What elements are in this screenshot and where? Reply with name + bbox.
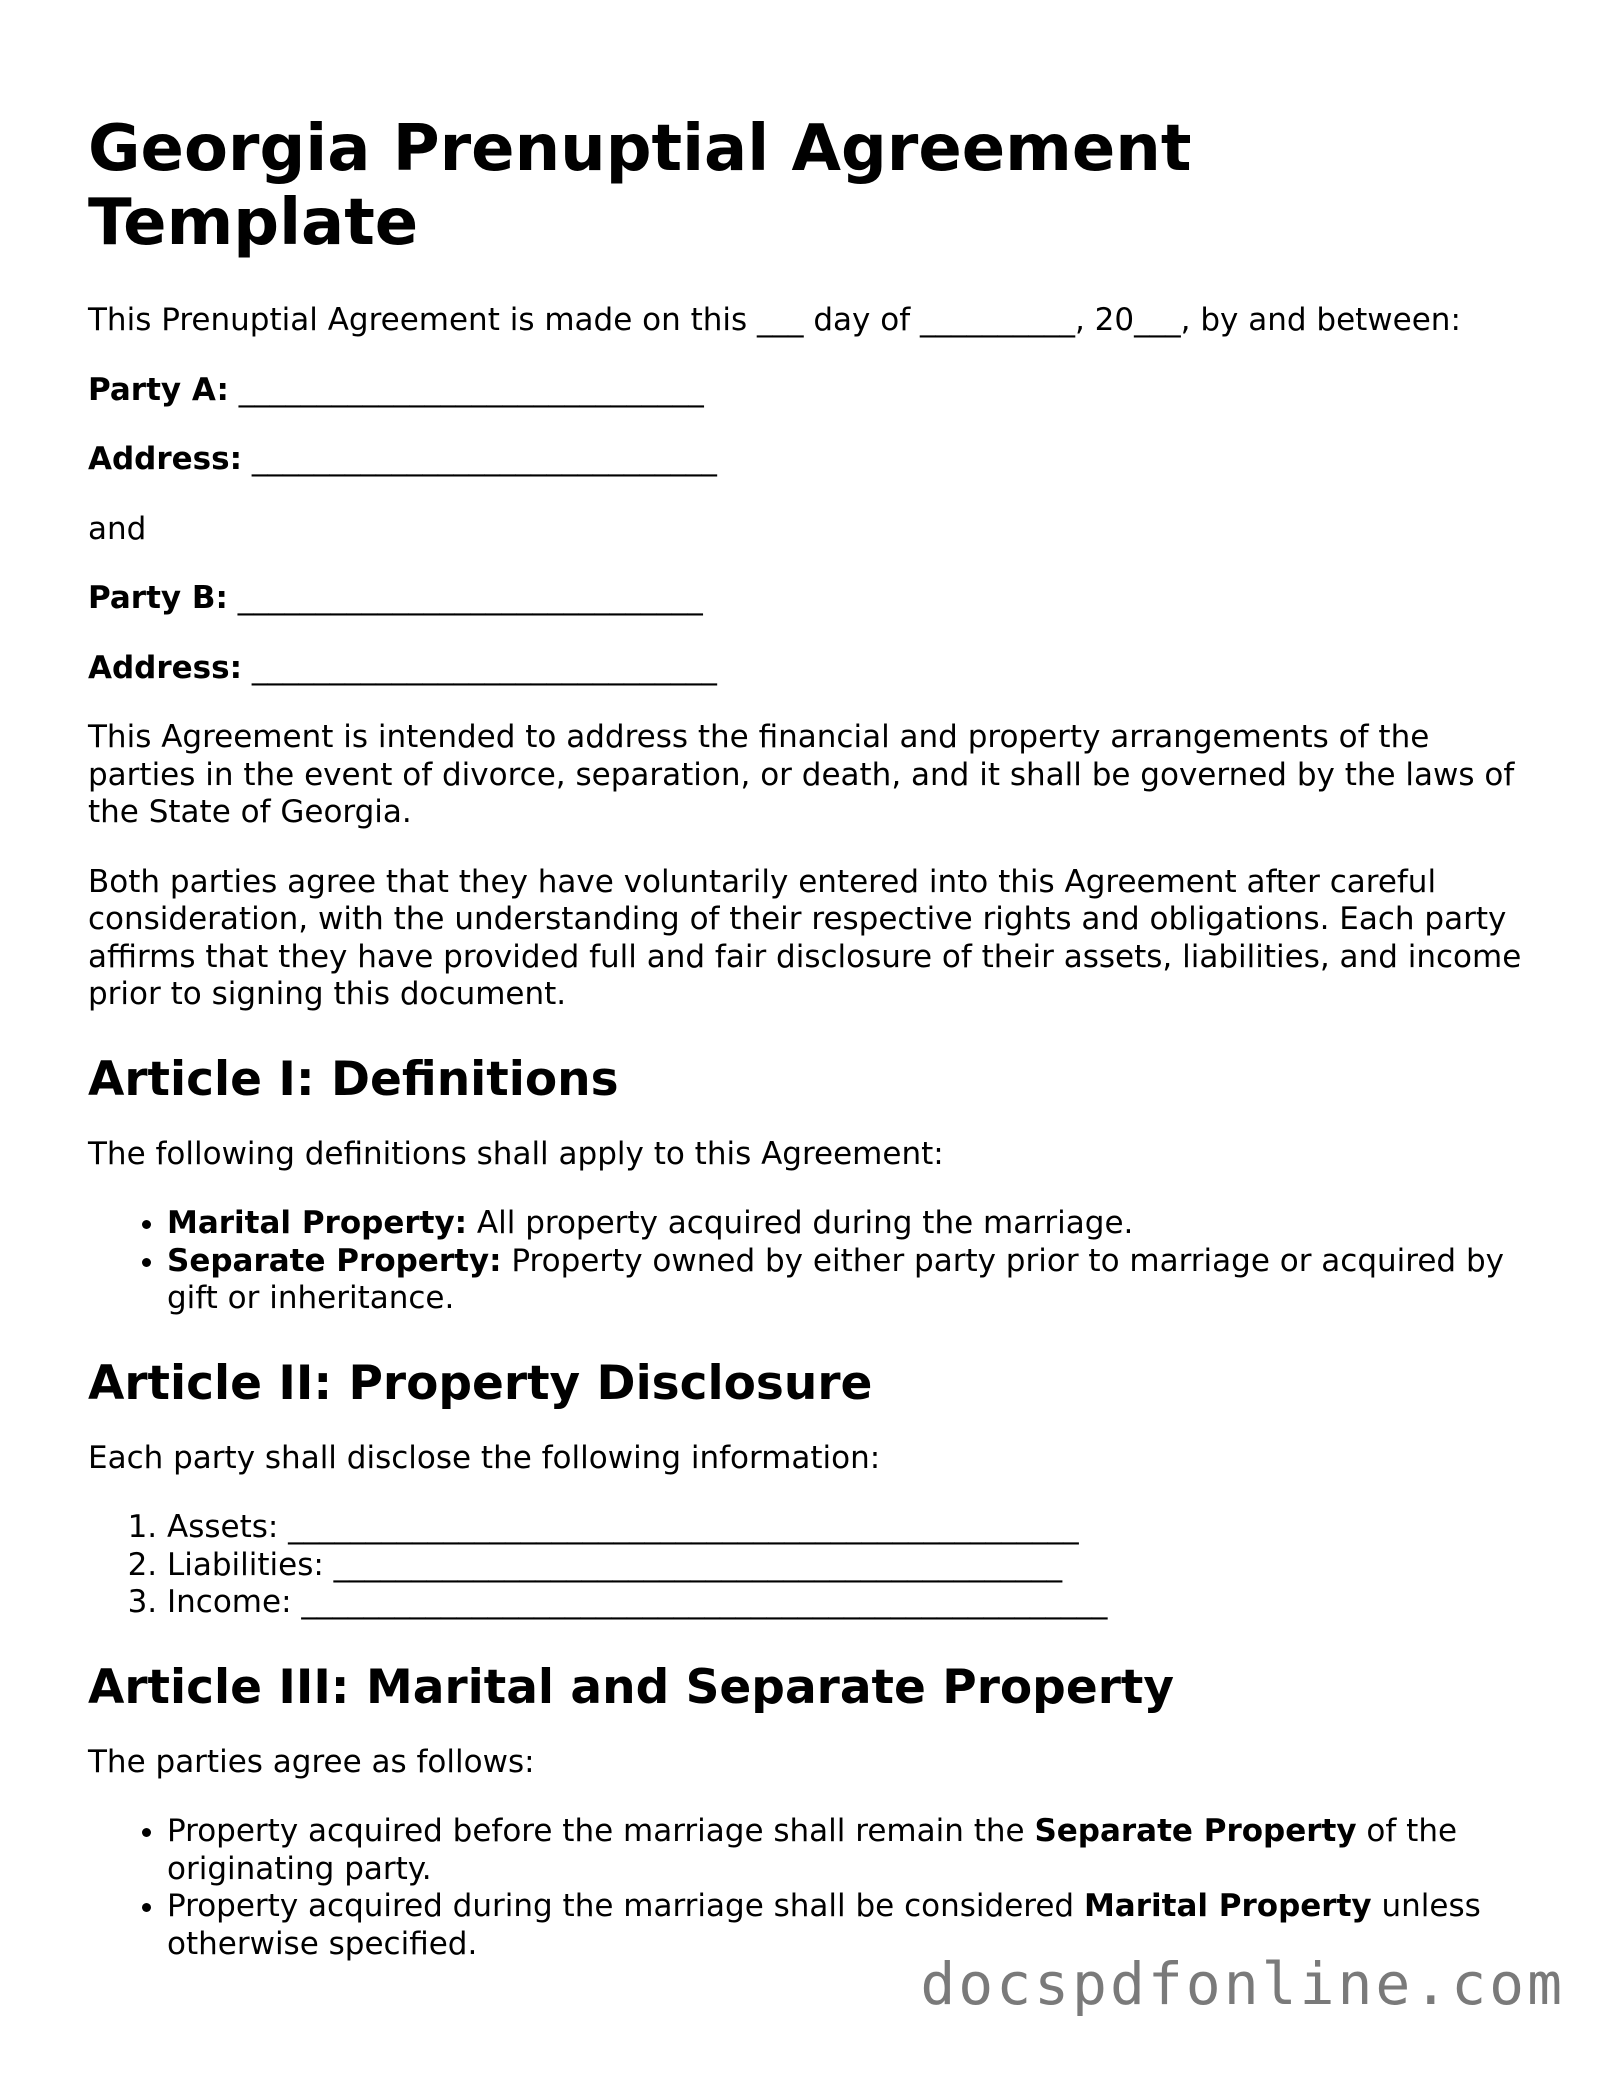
list-item bbox=[167, 1243, 1528, 1318]
definition-text: Property owned by either party prior to marriage or acquired by gift or inheritance. bbox=[167, 1242, 1504, 1316]
party-a-field bbox=[88, 372, 1528, 410]
party-a-address-blank[interactable]: ______________________________ bbox=[242, 441, 717, 477]
party-b-field bbox=[88, 580, 1528, 618]
intro-paragraph: This Prenuptial Agreement is made on this ___ day of __________, 20___, by and between: bbox=[88, 302, 1461, 338]
definitions-list bbox=[88, 1205, 1528, 1318]
article-2-intro: Each party shall disclose the following information: bbox=[88, 1439, 881, 1476]
disclosure-list bbox=[88, 1509, 1528, 1622]
party-b-address-blank[interactable]: ______________________________ bbox=[242, 649, 717, 686]
definition-term: Marital Property: bbox=[167, 1205, 468, 1241]
party-b-address-field bbox=[88, 650, 1528, 688]
definition-term: Separate Property: bbox=[167, 1242, 502, 1279]
page-title: Georgia Prenuptial Agreement Template bbox=[88, 112, 1192, 260]
party-a-address-field bbox=[88, 441, 1528, 479]
disclosure-paragraph: Both parties agree that they have voluntarily entered into this Agreement after careful consideration, with the understanding of their respective rights and obligations. Each party affirms that they have provided full and fair disclosure of their assets, liabilities, and income prior to signing this document. bbox=[88, 863, 1522, 1012]
article-1-heading: Article I: Definitions bbox=[88, 1051, 619, 1107]
list-item bbox=[167, 1205, 1528, 1243]
watermark: docspdfonline.com bbox=[920, 1950, 1565, 2018]
party-b-address-label: Address: bbox=[88, 649, 242, 686]
item-text: Property acquired during the marriage shall be considered bbox=[167, 1888, 1084, 1924]
list-item bbox=[167, 1813, 1528, 1888]
article-3-intro: The parties agree as follows: bbox=[88, 1743, 535, 1780]
article-3-heading: Article III: Marital and Separate Property bbox=[88, 1659, 1174, 1715]
list-item[interactable]: 3. Income: ____________________________________________________ bbox=[167, 1584, 1528, 1622]
party-a-blank[interactable]: ______________________________ bbox=[228, 371, 704, 408]
definition-text: All property acquired during the marriage. bbox=[467, 1205, 1134, 1241]
list-item[interactable]: 1. Assets: ___________________________________________________ bbox=[167, 1509, 1528, 1547]
party-b-label: Party B: bbox=[88, 580, 228, 616]
party-b-blank[interactable]: ______________________________ bbox=[227, 580, 703, 616]
document-page bbox=[88, 112, 1528, 1995]
item-text: unless otherwise specified. bbox=[167, 1888, 1481, 1962]
item-text: Property acquired before the marriage shall remain the bbox=[167, 1813, 1035, 1849]
article-2-heading: Article II: Property Disclosure bbox=[88, 1355, 873, 1411]
list-item[interactable]: 2. Liabilities: _______________________________________________ bbox=[167, 1547, 1528, 1585]
governing-law-paragraph: This Agreement is intended to address the financial and property arrangements of the parties in the event of divorce, separation, or death, and it shall be governed by the laws of the State of Georgia. bbox=[88, 719, 1515, 830]
item-bold-term: Marital Property bbox=[1083, 1888, 1372, 1924]
and-text: and bbox=[88, 510, 147, 547]
party-a-address-label: Address: bbox=[88, 441, 242, 477]
property-terms-list bbox=[88, 1813, 1528, 1963]
article-1-intro: The following definitions shall apply to this Agreement: bbox=[88, 1135, 944, 1172]
item-bold-term: Separate Property bbox=[1034, 1813, 1357, 1849]
item-text: of the originating party. bbox=[167, 1813, 1458, 1887]
party-a-label: Party A: bbox=[88, 371, 229, 408]
